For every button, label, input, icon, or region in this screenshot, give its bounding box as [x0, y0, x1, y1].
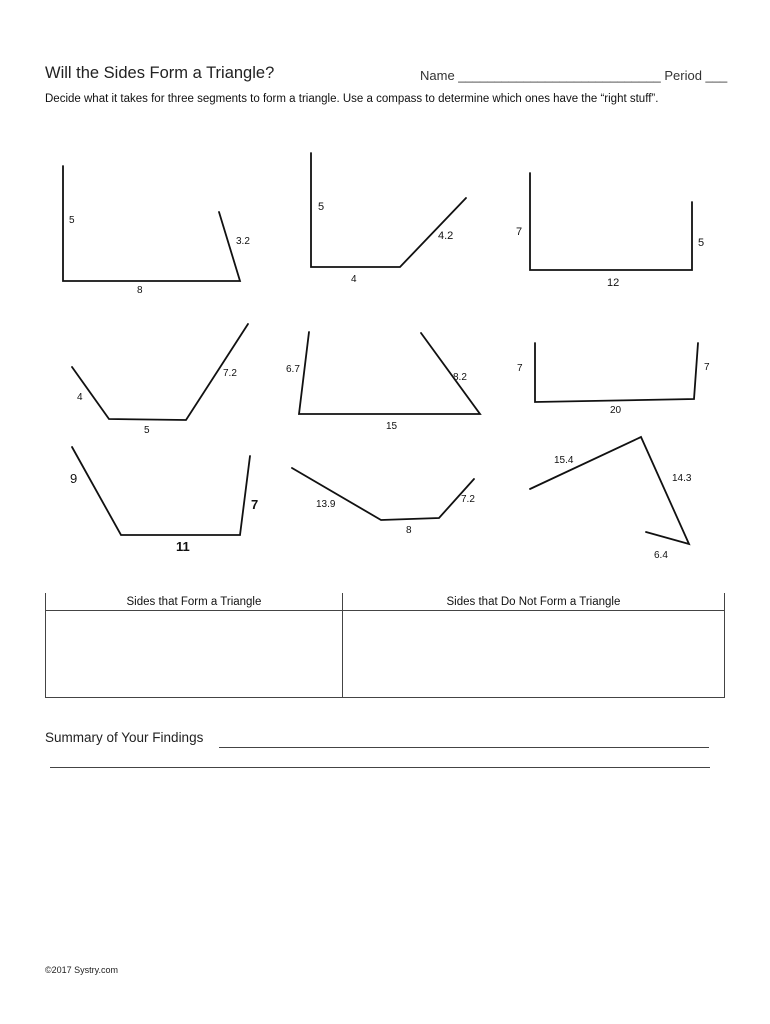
figure-2-label-a: 5: [318, 201, 325, 213]
figure-1-label-c: 3.2: [236, 236, 250, 247]
form-triangle-answer-cell[interactable]: [46, 611, 343, 698]
worksheet-title: Will the Sides Form a Triangle?: [45, 64, 275, 82]
figure-7-segments: [72, 447, 250, 535]
copyright-footer: ©2017 Systry.com: [45, 965, 118, 975]
figure-8-segments: [292, 468, 474, 520]
figure-4-label-b: 5: [144, 425, 150, 436]
instructions: Decide what it takes for three segments to form a triangle. Use a compass to determine which ones have the “right stuff”.: [45, 93, 659, 105]
figure-3-label-a: 7: [516, 226, 523, 238]
figure-3-segments: [530, 173, 692, 270]
figure-2-segments: [311, 153, 466, 267]
figure-6-label-a: 7: [517, 363, 523, 374]
figure-7-label-a: 9: [70, 471, 78, 486]
summary-answer-line[interactable]: [219, 747, 709, 748]
figure-2-label-c: 4.2: [438, 230, 454, 242]
figure-5-label-a: 6.7: [286, 364, 300, 375]
figure-9-segments: [530, 437, 689, 544]
figure-7-label-b: 11: [176, 539, 190, 554]
figure-6-segments: [535, 343, 698, 402]
not-form-triangle-answer-cell[interactable]: [342, 611, 724, 698]
figure-2-label-b: 4: [351, 274, 357, 285]
figure-1-label-a: 5: [69, 215, 75, 226]
figure-6-label-b: 20: [610, 405, 622, 416]
figure-9-label-b: 14.3: [672, 473, 692, 484]
figure-1-segments: [63, 166, 240, 281]
figure-4-label-a: 4: [77, 392, 83, 403]
figure-8-label-b: 8: [406, 525, 412, 536]
figure-7-label-c: 7: [251, 497, 259, 512]
name-period-field[interactable]: Name ____________________________ Period ___: [420, 68, 728, 83]
figure-9-label-c: 6.4: [654, 550, 668, 561]
figure-8-label-a: 13.9: [316, 499, 336, 510]
results-table: [45, 593, 725, 698]
figure-5-label-c: 8.2: [453, 372, 467, 383]
figure-6-label-c: 7: [704, 362, 710, 373]
figure-3-label-b: 12: [607, 277, 620, 289]
figure-5-label-b: 15: [386, 421, 398, 432]
summary-label: Summary of Your Findings: [45, 730, 204, 745]
header-form-triangle: Sides that Form a Triangle: [46, 593, 343, 611]
header-not-form-triangle: Sides that Do Not Form a Triangle: [342, 593, 724, 611]
figure-3-label-c: 5: [698, 237, 705, 249]
figure-8-label-c: 7.2: [461, 494, 475, 505]
figure-4-label-c: 7.2: [223, 368, 237, 379]
summary-answer-line-2[interactable]: [50, 767, 710, 768]
figure-9-label-a: 15.4: [554, 455, 574, 466]
figure-4-segments: [72, 324, 248, 420]
figure-1-label-b: 8: [137, 285, 143, 296]
